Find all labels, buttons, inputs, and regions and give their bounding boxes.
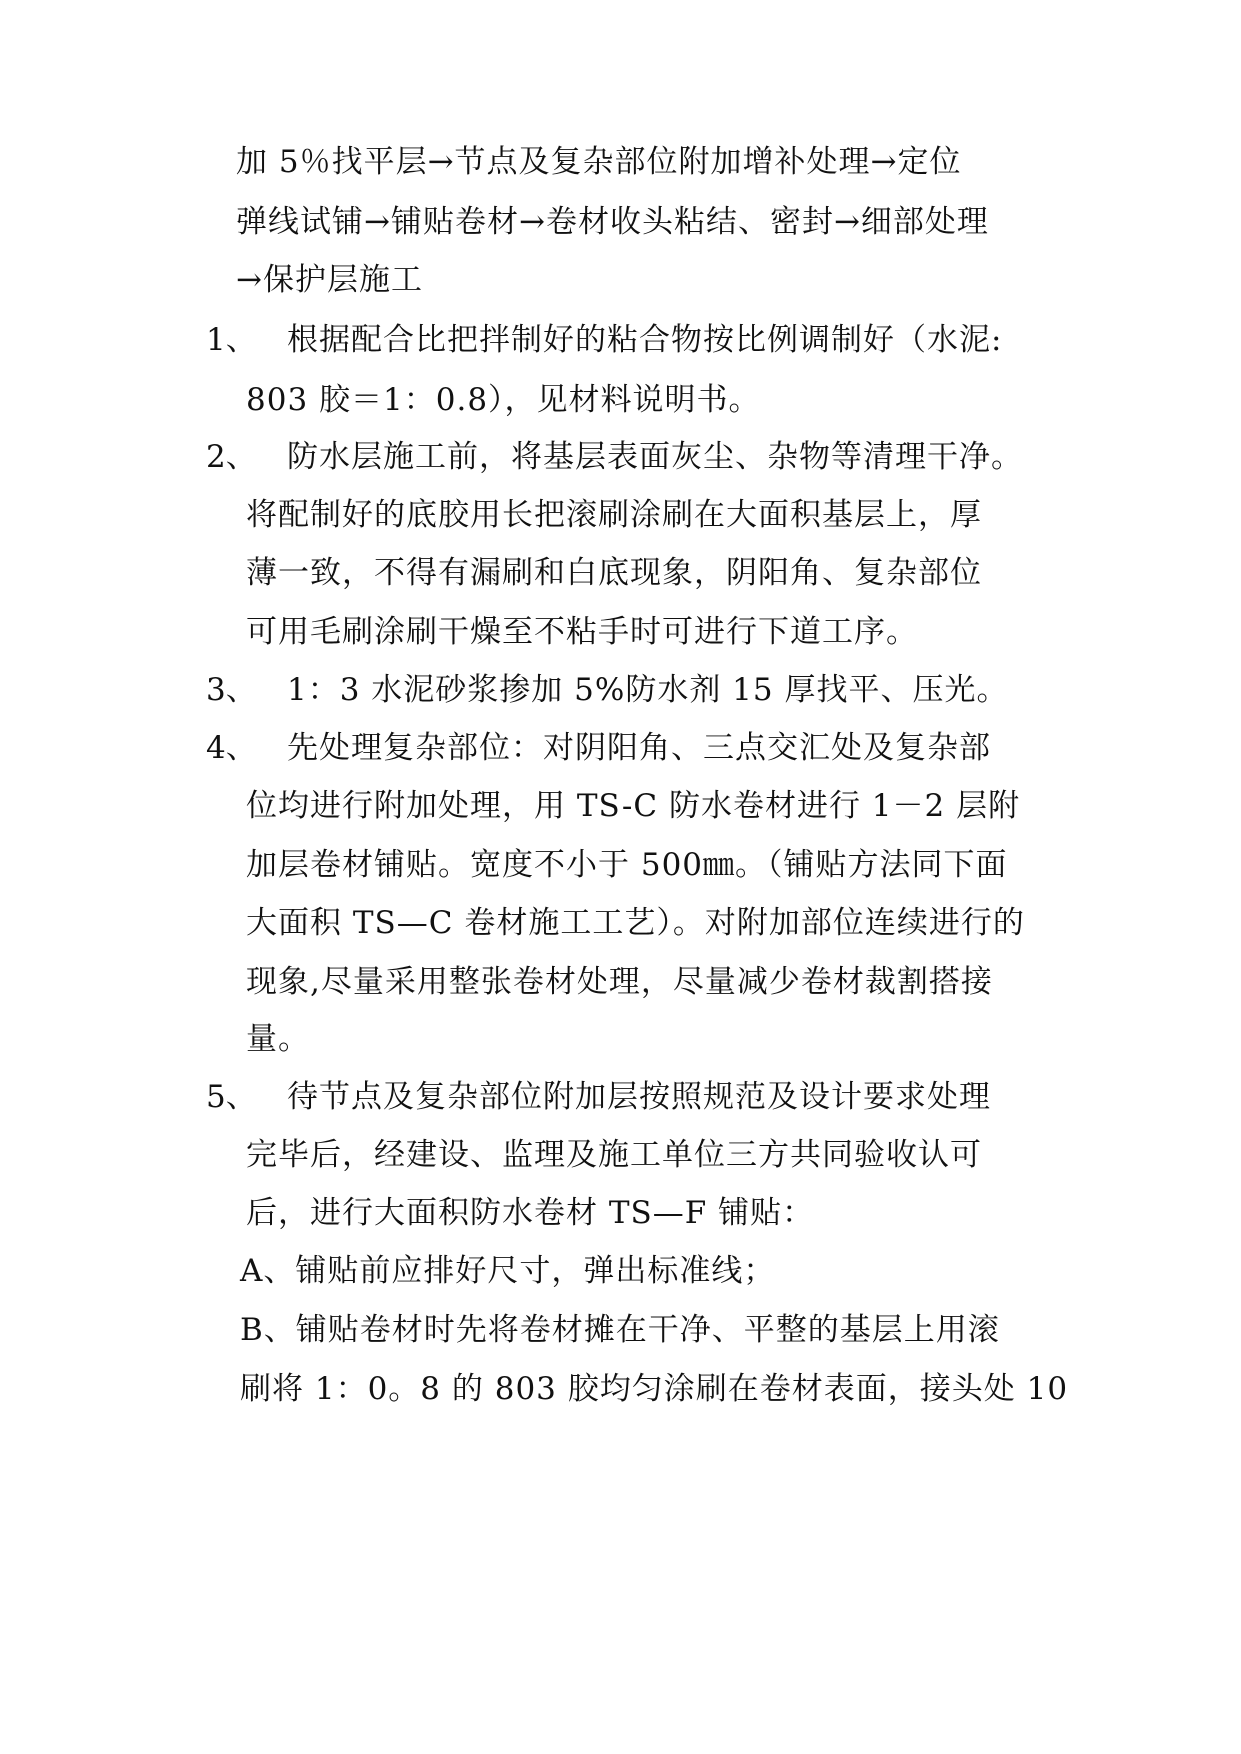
step-number: 3、 xyxy=(206,672,257,708)
step-number: 1、 xyxy=(206,322,257,358)
sub-item-line: 刷将 1：0。8 的 803 胶均匀涂刷在卷材表面，接头处 10 xyxy=(240,1371,1069,1407)
step-line: 防水层施工前，将基层表面灰尘、杂物等清理干净。 xyxy=(287,439,1023,475)
step-line: 先处理复杂部位：对阴阳角、三点交汇处及复杂部 xyxy=(287,730,991,766)
step-line: 大面积 TS—C 卷材施工工艺）。对附加部位连续进行的 xyxy=(246,905,1025,941)
step-line: 现象,尽量采用整张卷材处理，尽量减少卷材裁割搭接 xyxy=(246,964,993,1000)
step-line: 将配制好的底胶用长把滚刷涂刷在大面积基层上，厚 xyxy=(246,497,982,533)
sub-item-line: A、铺贴前应排好尺寸，弹出标准线； xyxy=(240,1253,776,1289)
intro-line: →保护层施工 xyxy=(236,262,423,298)
step-line: 位均进行附加处理，用 TS-C 防水卷材进行 1－2 层附 xyxy=(246,788,1021,824)
step-line: 1：3 水泥砂浆掺加 5%防水剂 15 厚找平、压光。 xyxy=(287,672,1009,708)
step-line: 803 胶＝1：0.8），见材料说明书。 xyxy=(246,382,761,418)
step-line: 待节点及复杂部位附加层按照规范及设计要求处理 xyxy=(287,1079,991,1115)
step-line: 加层卷材铺贴。宽度不小于 500㎜。（铺贴方法同下面 xyxy=(246,847,1008,883)
step-number: 4、 xyxy=(206,730,257,766)
intro-line: 加 5％找平层→节点及复杂部位附加增补处理→定位 xyxy=(236,144,962,180)
intro-line: 弹线试铺→铺贴卷材→卷材收头粘结、密封→细部处理 xyxy=(236,204,989,240)
step-line: 可用毛刷涂刷干燥至不粘手时可进行下道工序。 xyxy=(246,614,918,650)
step-line: 完毕后，经建设、监理及施工单位三方共同验收认可 xyxy=(246,1137,982,1173)
step-number: 5、 xyxy=(206,1079,257,1115)
sub-item-line: B、铺贴卷材时先将卷材摊在干净、平整的基层上用滚 xyxy=(240,1312,1000,1348)
step-line: 薄一致，不得有漏刷和白底现象，阴阳角、复杂部位 xyxy=(246,555,982,591)
step-line: 量。 xyxy=(246,1021,310,1057)
step-line: 后，进行大面积防水卷材 TS—F 铺贴： xyxy=(246,1195,815,1231)
step-line: 根据配合比把拌制好的粘合物按比例调制好（水泥: xyxy=(287,322,1003,358)
step-number: 2、 xyxy=(206,439,257,475)
